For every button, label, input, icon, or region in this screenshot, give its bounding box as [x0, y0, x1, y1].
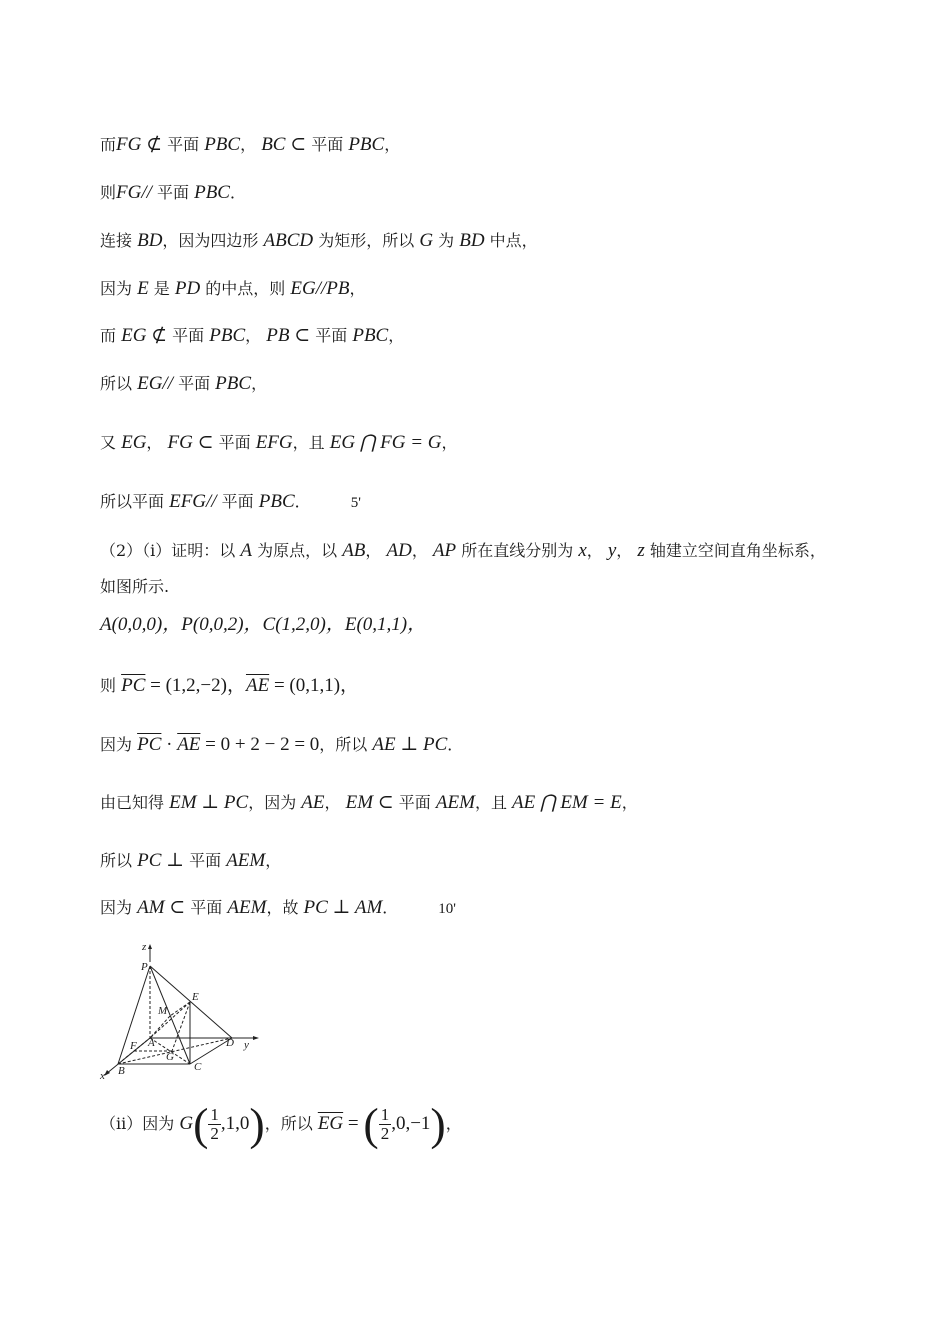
proof-line-6: 所以 EG// 平面 PBC， [100, 373, 268, 394]
label-x: x [100, 1070, 105, 1080]
proof-line-4: 因为 E 是 PD 的中点，则 EG//PB， [100, 278, 366, 299]
label-G: G [166, 1051, 174, 1063]
proof-line-2: 则FG// 平面 PBC． [100, 182, 246, 203]
coordinates-line: A(0,0,0)，P(0,0,2)，C(1,2,0)，E(0,1,1)， [100, 614, 427, 635]
right-paren: ) [249, 1098, 265, 1150]
part-ii-line: （ii）因为 G( $\frac{1}{2}$ ,1,0)，所以 $\overline{EG}$ = ( $\frac{1}{2}$ ,0,−1)， [100, 1098, 462, 1150]
label-M: M [158, 1005, 168, 1017]
geometry-figure [98, 938, 268, 1080]
fraction-half-g: $\frac{1}{2}$ [210, 1105, 219, 1143]
score-mark-10: 10' [438, 901, 456, 917]
perpendicular-line: 由已知得 EM ⊥ PC，因为 AE， EM ⊂ 平面 AEM，且 AE ⋂ EM = E， [100, 792, 638, 813]
label-B: B [118, 1065, 125, 1077]
conclusion-line-1: 所以 PC ⊥ 平面 AEM， [100, 850, 282, 871]
label-C: C [194, 1061, 202, 1073]
fraction-half-eg: $\frac{1}{2}$ [380, 1105, 390, 1143]
label-A: A [148, 1037, 155, 1049]
left-paren: ( [193, 1098, 209, 1150]
label-E: E [192, 991, 199, 1003]
label-F: F [130, 1040, 137, 1052]
proof-line-5: 而 EG ⊄ 平面 PBC， PB ⊂ 平面 PBC， [100, 325, 405, 346]
vectors-line: 则 $\overline{PC} = (1,2,-2)$，$\overline{AE} = (0,1,1)$， [100, 675, 360, 696]
proof-line-8: 所以平面 EFG// 平面 PBC． 5' [100, 491, 361, 512]
segment-EA [150, 1002, 190, 1038]
left-paren-2: ( [363, 1098, 379, 1150]
part2-intro-cont: 如图所示. [100, 577, 170, 596]
segment-MA [150, 1016, 170, 1038]
label-D: D [226, 1037, 234, 1049]
proof-line-1: 而FG ⊄ 平面 PBC， BC ⊂ 平面 PBC， [100, 134, 401, 155]
dot-product-line: 因为 $\overline{PC} \cdot \overline{AE} = 0 + 2 - 2 = 0$，所以 AE ⊥ PC． [100, 734, 464, 755]
label-P: P [141, 961, 148, 973]
part2-intro: （2）（i）证明：以 A 为原点，以 AB， AD， AP 所在直线分别为 x， y， z 轴建立空间直角坐标系， [100, 540, 826, 561]
label-y: y [244, 1039, 249, 1051]
right-paren-2: ) [430, 1098, 446, 1150]
proof-line-3: 连接 BD，因为四边形 ABCD 为矩形，所以 G 为 BD 中点， [100, 230, 538, 251]
proof-line-7: 又 EG， FG ⊂ 平面 EFG，且 EG ⋂ FG = G， [100, 432, 458, 453]
conclusion-line-2: 因为 AM ⊂ 平面 AEM，故 PC ⊥ AM． 10' [100, 897, 456, 918]
label-z: z [142, 941, 147, 953]
score-mark-5: 5' [350, 495, 361, 511]
